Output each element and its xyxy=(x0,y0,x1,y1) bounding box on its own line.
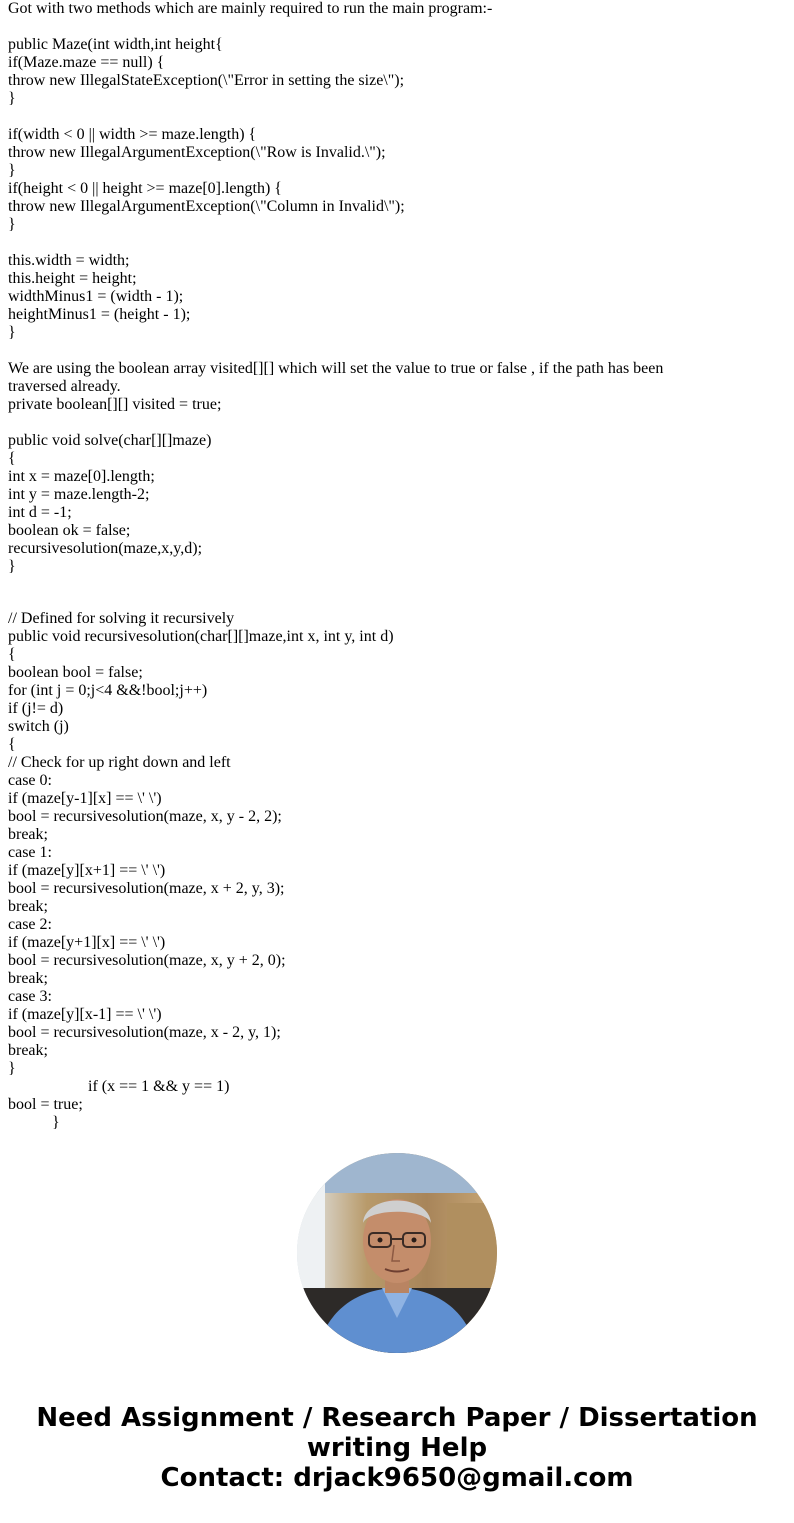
code-block-constructor-header xyxy=(8,36,788,108)
code-line: for (int j = 0;j<4 &&!bool;j++) xyxy=(8,682,208,699)
code-line: public Maze(int width,int height{ xyxy=(8,36,223,53)
code-line: break; xyxy=(8,1042,48,1059)
code-line: this.height = height; xyxy=(8,270,137,287)
code-line: public void solve(char[][]maze) xyxy=(8,432,212,449)
code-line: this.width = width; xyxy=(8,252,130,269)
document-body xyxy=(8,0,788,1132)
intro-text: Got with two methods which are mainly required to run the main program:- xyxy=(8,0,493,17)
code-line: boolean ok = false; xyxy=(8,522,131,539)
code-line: if (x == 1 && y == 1) xyxy=(8,1078,230,1095)
code-line: } xyxy=(8,1114,60,1131)
code-line: int x = maze[0].length; xyxy=(8,468,155,485)
explanation-paragraph xyxy=(8,360,788,414)
code-line: public void recursivesolution(char[][]maze,int x, int y, int d) xyxy=(8,628,394,645)
code-line: break; xyxy=(8,970,48,987)
code-line: traversed already. xyxy=(8,378,121,395)
code-line: if(height < 0 || height >= maze[0].length) { xyxy=(8,180,282,197)
code-line: throw new IllegalArgumentException(\"Column in Invalid\"); xyxy=(8,198,405,215)
contact-footer xyxy=(0,1403,794,1493)
code-line: heightMinus1 = (height - 1); xyxy=(8,306,191,323)
code-block-recursive xyxy=(8,610,788,1132)
code-line: case 2: xyxy=(8,916,52,933)
code-line: case 0: xyxy=(8,772,52,789)
code-line: private boolean[][] visited = true; xyxy=(8,396,222,413)
code-line: boolean bool = false; xyxy=(8,664,143,681)
code-line: case 3: xyxy=(8,988,52,1005)
code-line: bool = true; xyxy=(8,1096,83,1113)
code-line: int y = maze.length-2; xyxy=(8,486,150,503)
code-block-validation xyxy=(8,126,788,234)
code-line: if (maze[y-1][x] == \' \') xyxy=(8,790,162,807)
author-avatar xyxy=(297,1153,497,1353)
code-line: } xyxy=(8,324,16,341)
footer-line-1: Need Assignment / Research Paper / Dissertation xyxy=(36,1403,758,1433)
code-line: } xyxy=(8,216,16,233)
code-line: if (j!= d) xyxy=(8,700,64,717)
code-line: int d = -1; xyxy=(8,504,72,521)
code-line: widthMinus1 = (width - 1); xyxy=(8,288,184,305)
code-line: } xyxy=(8,558,16,575)
code-line: bool = recursivesolution(maze, x + 2, y, 3); xyxy=(8,880,285,897)
code-line: We are using the boolean array visited[][] which will set the value to true or false , if the path has been xyxy=(8,360,664,377)
code-line: if (maze[y][x+1] == \' \') xyxy=(8,862,166,879)
code-line: throw new IllegalStateException(\"Error in setting the size\"); xyxy=(8,72,405,89)
code-line: bool = recursivesolution(maze, x - 2, y, 1); xyxy=(8,1024,281,1041)
code-line: case 1: xyxy=(8,844,52,861)
code-line: // Defined for solving it recursively xyxy=(8,610,235,627)
code-line: bool = recursivesolution(maze, x, y + 2, 0); xyxy=(8,952,286,969)
code-line: } xyxy=(8,162,16,179)
code-block-solve xyxy=(8,432,788,576)
footer-contact-email: Contact: drjack9650@gmail.com xyxy=(160,1463,634,1493)
code-line: recursivesolution(maze,x,y,d); xyxy=(8,540,203,557)
author-portrait-image xyxy=(297,1153,497,1353)
code-line: { xyxy=(8,736,16,753)
code-block-assignments xyxy=(8,252,788,342)
code-line: { xyxy=(8,646,16,663)
code-line: if(width < 0 || width >= maze.length) { xyxy=(8,126,257,143)
footer-line-2: writing Help xyxy=(306,1433,488,1463)
code-line: // Check for up right down and left xyxy=(8,754,231,771)
code-line: switch (j) xyxy=(8,718,69,735)
code-line: if (maze[y+1][x] == \' \') xyxy=(8,934,166,951)
code-line: if (maze[y][x-1] == \' \') xyxy=(8,1006,162,1023)
code-line: if(Maze.maze == null) { xyxy=(8,54,165,71)
code-line: } xyxy=(8,1060,16,1077)
code-line: throw new IllegalArgumentException(\"Row is Invalid.\"); xyxy=(8,144,386,161)
code-line: bool = recursivesolution(maze, x, y - 2, 2); xyxy=(8,808,282,825)
code-line: } xyxy=(8,90,16,107)
code-line: { xyxy=(8,450,16,467)
code-line: break; xyxy=(8,826,48,843)
code-line: break; xyxy=(8,898,48,915)
